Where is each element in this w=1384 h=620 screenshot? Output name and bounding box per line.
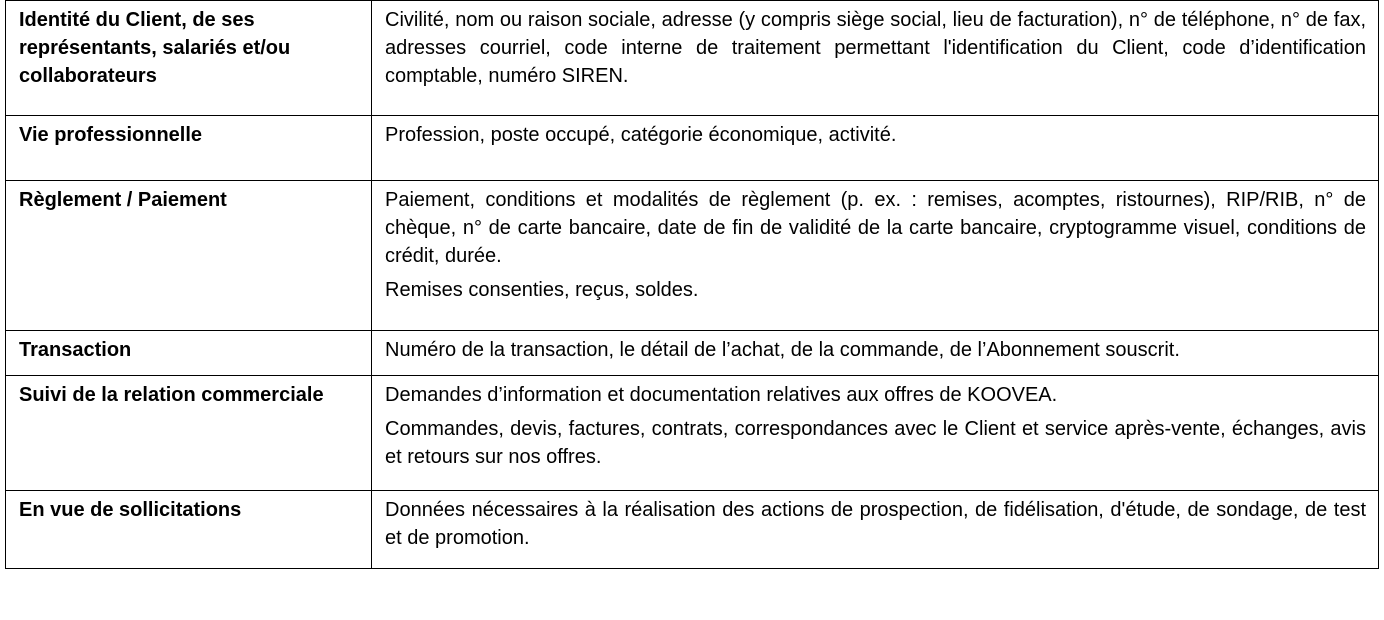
description-paragraph: Demandes d’information et documentation relatives aux offres de KOOVEA.: [385, 384, 1058, 406]
category-label: Transaction: [6, 331, 372, 376]
description-paragraph: Civilité, nom ou raison sociale, adresse (y compris siège social, lieu de facturation), n° de téléphone, n° de fax, adresses courriel, code interne de traitement permettant l'identification du Client, code d’identification comptable, numéro SIREN.: [385, 9, 1366, 87]
category-description: [372, 181, 1379, 331]
category-description: [372, 376, 1379, 491]
category-label: Vie professionnelle: [6, 116, 372, 181]
category-label: Règlement / Paiement: [6, 181, 372, 331]
data-categories-table: [5, 0, 1379, 569]
category-label: Suivi de la relation commerciale: [6, 376, 372, 491]
table-row: [6, 376, 1379, 491]
category-description: [372, 331, 1379, 376]
table-row: [6, 1, 1379, 116]
description-paragraph: Commandes, devis, factures, contrats, correspondances avec le Client et service après-vente, échanges, avis et retours sur nos offres.: [385, 418, 1366, 468]
description-paragraph: Données nécessaires à la réalisation des actions de prospection, de fidélisation, d'étude, de sondage, de test et de promotion.: [385, 499, 1366, 549]
table-row: [6, 331, 1379, 376]
table-row: [6, 491, 1379, 569]
description-paragraph: Profession, poste occupé, catégorie économique, activité.: [385, 124, 897, 146]
category-label: Identité du Client, de ses représentants, salariés et/ou collaborateurs: [6, 1, 372, 116]
data-categories-table-wrapper: [5, 0, 1379, 569]
description-paragraph: Paiement, conditions et modalités de règlement (p. ex. : remises, acomptes, ristournes), RIP/RIB, n° de chèque, n° de carte bancaire, date de fin de validité de la carte bancaire, cryptogramme visuel, conditions de crédit, durée.: [385, 189, 1366, 267]
category-description: [372, 116, 1379, 181]
category-label: En vue de sollicitations: [6, 491, 372, 569]
category-description: [372, 491, 1379, 569]
category-description: [372, 1, 1379, 116]
description-paragraph: Remises consenties, reçus, soldes.: [385, 279, 699, 301]
table-row: [6, 116, 1379, 181]
table-row: [6, 181, 1379, 331]
description-paragraph: Numéro de la transaction, le détail de l’achat, de la commande, de l’Abonnement souscrit.: [385, 339, 1180, 361]
